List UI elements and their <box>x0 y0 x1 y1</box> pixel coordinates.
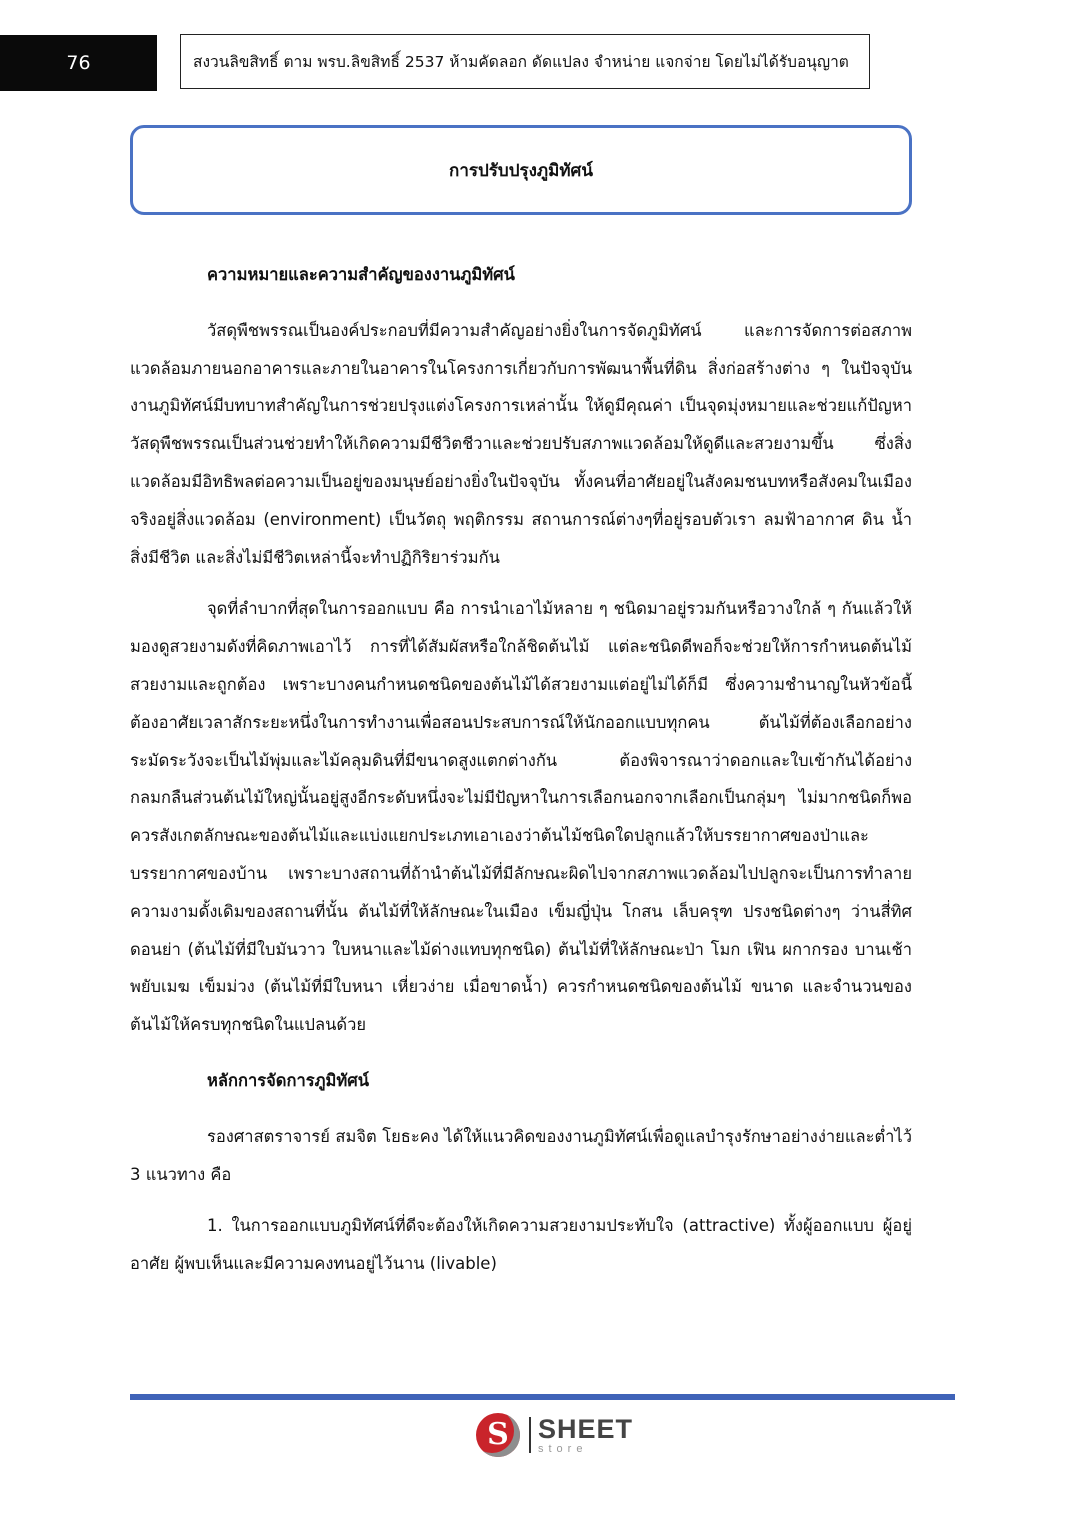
page-number: 76 <box>0 35 157 91</box>
paragraph-3: รองศาสตราจารย์ สมจิต โยธะคง ได้ให้แนวคิดของงานภูมิทัศน์เพื่อดูแลบำรุงรักษาอย่างง่ายและต่ำไว้ 3 แนวทาง คือ <box>130 1126 912 1184</box>
footer-divider <box>130 1394 955 1400</box>
paragraph-1: วัสดุพืชพรรณเป็นองค์ประกอบที่มีความสำคัญอย่างยิ่งในการจัดภูมิทัศน์ และการจัดการต่อสภาพแวดล้อมภายนอกอาคารและภายในอาคารในโครงการเกี่ยวกับการพัฒนาพื้นที่ดิน สิ่งก่อสร้างต่าง ๆ ในปัจจุบันงานภูมิทัศน์มีบทบาทสำคัญในการช่วยปรุงแต่งโครงการเหล่านั้น ให้ดูมีคุณค่า เป็นจุดมุ่งหมายและช่วยแก้ปัญหา วัสดุพืชพรรณเป็นส่วนช่วยทำให้เกิดความมีชีวิตชีวาและช่วยปรับสภาพแวดล้อมให้ดูดีและสวยงามขึ้น ซึ่งสิ่งแวดล้อมมีอิทธิพลต่อความเป็นอยู่ของมนุษย์อย่างยิ่งในปัจจุบัน ทั้งคนที่อาศัยอยู่ในสังคมชนบทหรือสังคมในเมืองจริงอยู่สิ่งแวดล้อม (environment) เป็นวัตถุ พฤติกรรม สถานการณ์ต่างๆที่อยู่รอบตัวเรา ลมฟ้าอากาศ ดิน น้ำ สิ่งมีชีวิต และสิ่งไม่มีชีวิตเหล่านี้จะทำปฏิกิริยาร่วมกัน <box>130 320 912 567</box>
sheet-store-s-logo-icon: S <box>476 1413 520 1457</box>
sheet-store-logo <box>476 1410 633 1460</box>
logo-text: SHEET <box>538 1413 634 1444</box>
main-content <box>130 256 912 1283</box>
paragraph-4: 1. ในการออกแบบภูมิทัศน์ที่ดีจะต้องให้เกิดความสวยงามประทับใจ (attractive) ทั้งผู้ออกแบบ ผู้อยู่อาศัย ผู้พบเห็นและมีความคงทนอยู่ไว้นาน (livable) <box>130 1216 912 1274</box>
section-heading-principles: หลักการจัดการภูมิทัศน์ <box>207 1070 369 1090</box>
page-title: การปรับปรุงภูมิทัศน์ <box>130 125 912 215</box>
logo-divider <box>529 1417 531 1453</box>
copyright-notice: สงวนลิขสิทธิ์ ตาม พรบ.ลิขสิทธิ์ 2537 ห้ามคัดลอก ดัดแปลง จำหน่าย แจกจ่าย โดยไม่ได้รับอนุญาต <box>180 34 870 89</box>
paragraph-2: จุดที่ลำบากที่สุดในการออกแบบ คือ การนำเอาไม้หลาย ๆ ชนิดมาอยู่รวมกันหรือวางใกล้ ๆ กันแล้วให้มองดูสวยงามดังที่คิดภาพเอาไว้ การที่ได้สัมผัสหรือใกล้ชิดต้นไม้ แต่ละชนิดดีพอก็จะช่วยให้การกำหนดต้นไม้สวยงามและถูกต้อง เพราะบางคนกำหนดชนิดของต้นไม้ได้สวยงามแต่อยู่ไม่ได้ก็มี ซึ่งความชำนาญในหัวข้อนี้ต้องอาศัยเวลาสักระยะหนึ่งในการทำงานเพื่อสอนประสบการณ์ให้นักออกแบบทุกคน ต้นไม้ที่ต้องเลือกอย่างระมัดระวังจะเป็นไม้พุ่มและไม้คลุมดินที่มีขนาดสูงแตกต่างกัน ต้องพิจารณาว่าดอกและใบเข้ากันได้อย่างกลมกลืนส่วนต้นไม้ใหญ่นั้นอยู่สูงอีกระดับหนึ่งจะไม่มีปัญหาในการเลือกนอกจากเลือกเป็นกลุ่มๆ ไม่มากชนิดก็พอ ควรสังเกตลักษณะของต้นไม้และแบ่งแยกประเภทเอาเองว่าต้นไม้ชนิดใดปลูกแล้วให้บรรยากาศของป่าและบรรยากาศของบ้าน เพราะบางสถานที่ถ้านำต้นไม้ที่มีลักษณะผิดไปจากสภาพแวดล้อมไปปลูกจะเป็นการทำลายความงามดั้งเดิมของสถานที่นั้น ต้นไม้ที่ให้ลักษณะในเมือง เข็มญี่ปุ่น โกสน เล็บครุฑ ปรงชนิดต่างๆ ว่านสี่ทิศ ดอนย่า (ต้นไม้ที่มีใบมันวาว ใบหนาและไม้ด่างแทบทุกชนิด) ต้นไม้ที่ให้ลักษณะป่า โมก เฟิน ผกากรอง บานเช้า พยับเมฆ เข็มม่วง (ต้นไม้ที่มีใบหนา เหี่ยวง่าย เมื่อขาดน้ำ) ควรกำหนดชนิดของต้นไม้ ขนาด และจำนวนของต้นไม้ให้ครบทุกชนิดในแปลนด้วย <box>130 599 912 1035</box>
logo-subtext: store <box>538 1442 588 1455</box>
section-heading-meaning: ความหมายและความสำคัญของงานภูมิทัศน์ <box>207 265 515 284</box>
